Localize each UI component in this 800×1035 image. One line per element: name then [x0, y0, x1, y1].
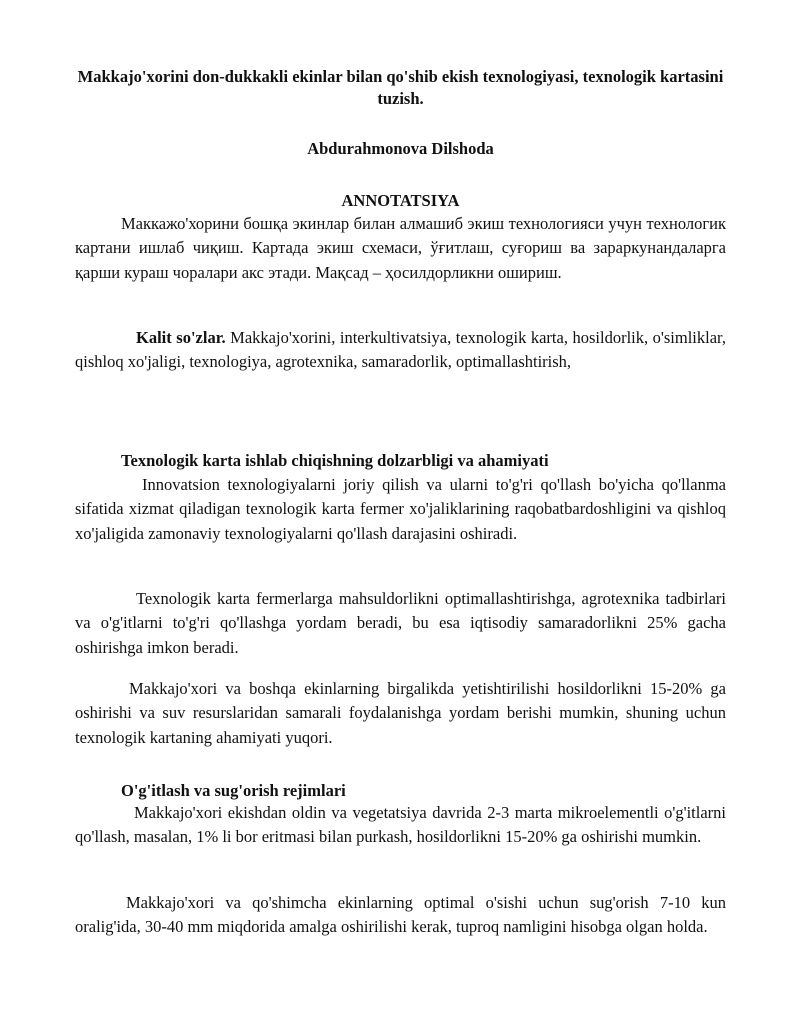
section-paragraph: Makkajo'xori va boshqa ekinlarning birgalikda yetishtirilishi hosildorlikni 15-20% ga oshirishi va suv resurslaridan samarali foydalanishga yordam berishi mumkin, shuning uchun texnologik kartaning ahamiyati yuqori. — [75, 679, 726, 747]
annotation-text: Маккажо'хорини бошқа экинлар билан алмашиб экиш технологияси учун технологик картани ишлаб чиқиш. Картада экиш схемаси, ўғитлаш, суғориш ва зараркунандаларга қарши кураш чоралари акс этади. Мақсад – ҳосилдорликни ошириш. — [75, 214, 726, 282]
annotation-heading: ANNOTATSIYA — [341, 191, 460, 210]
section-heading-fertilizing: O'g'itlash va sug'orish rejimlari — [121, 781, 346, 800]
section-paragraph: Makkajo'xori ekishdan oldin va vegetatsiya davrida 2-3 marta mikroelementli o'g'itlarni qo'llash, masalan, 1% li bor eritmasi bilan purkash, hosildorlikni 15-20% ga oshirishi mumkin. — [75, 803, 726, 847]
keywords-paragraph — [75, 326, 726, 375]
keywords-text: Makkajo'xorini, interkultivatsiya, texnologik karta, hosildorlik, o'simliklar, qishloq xo'jaligi, texnologiya, agrotexnika, samaradorlik, optimallashtirish, — [75, 328, 726, 372]
section-paragraph: Texnologik karta fermerlarga mahsuldorlikni optimallashtirishga, agrotexnika tadbirlari va o'g'itlarni to'g'ri qo'llashga yordam beradi, bu esa iqtisodiy samaradorlikni 25% gacha oshirishga imkon beradi. — [75, 589, 726, 657]
author-name: Abdurahmonova Dilshoda — [307, 139, 494, 158]
keywords-label: Kalit so'zlar. — [136, 328, 226, 347]
paper-title: Makkajo'xorini don-dukkakli ekinlar bilan qo'shib ekish texnologiyasi, texnologik kartasini tuzish. — [77, 67, 724, 108]
section-paragraph: Innovatsion texnologiyalarni joriy qilish va ularni to'g'ri qo'llash bo'yicha qo'llanma sifatida xizmat qiladigan texnologik karta fermer xo'jaliklarining raqobatbardoshligini va qishloq xo'jaligida zamonaviy texnologiyalarni qo'llash darajasini oshiradi. — [75, 475, 726, 543]
section-heading-relevance: Texnologik karta ishlab chiqishning dolzarbligi va ahamiyati — [121, 451, 549, 470]
section-paragraph: Makkajo'xori va qo'shimcha ekinlarning optimal o'sishi uchun sug'orish 7-10 kun oralig'ida, 30-40 mm miqdorida amalga oshirilishi kerak, tuproq namligini hisobga olgan holda. — [75, 893, 726, 937]
